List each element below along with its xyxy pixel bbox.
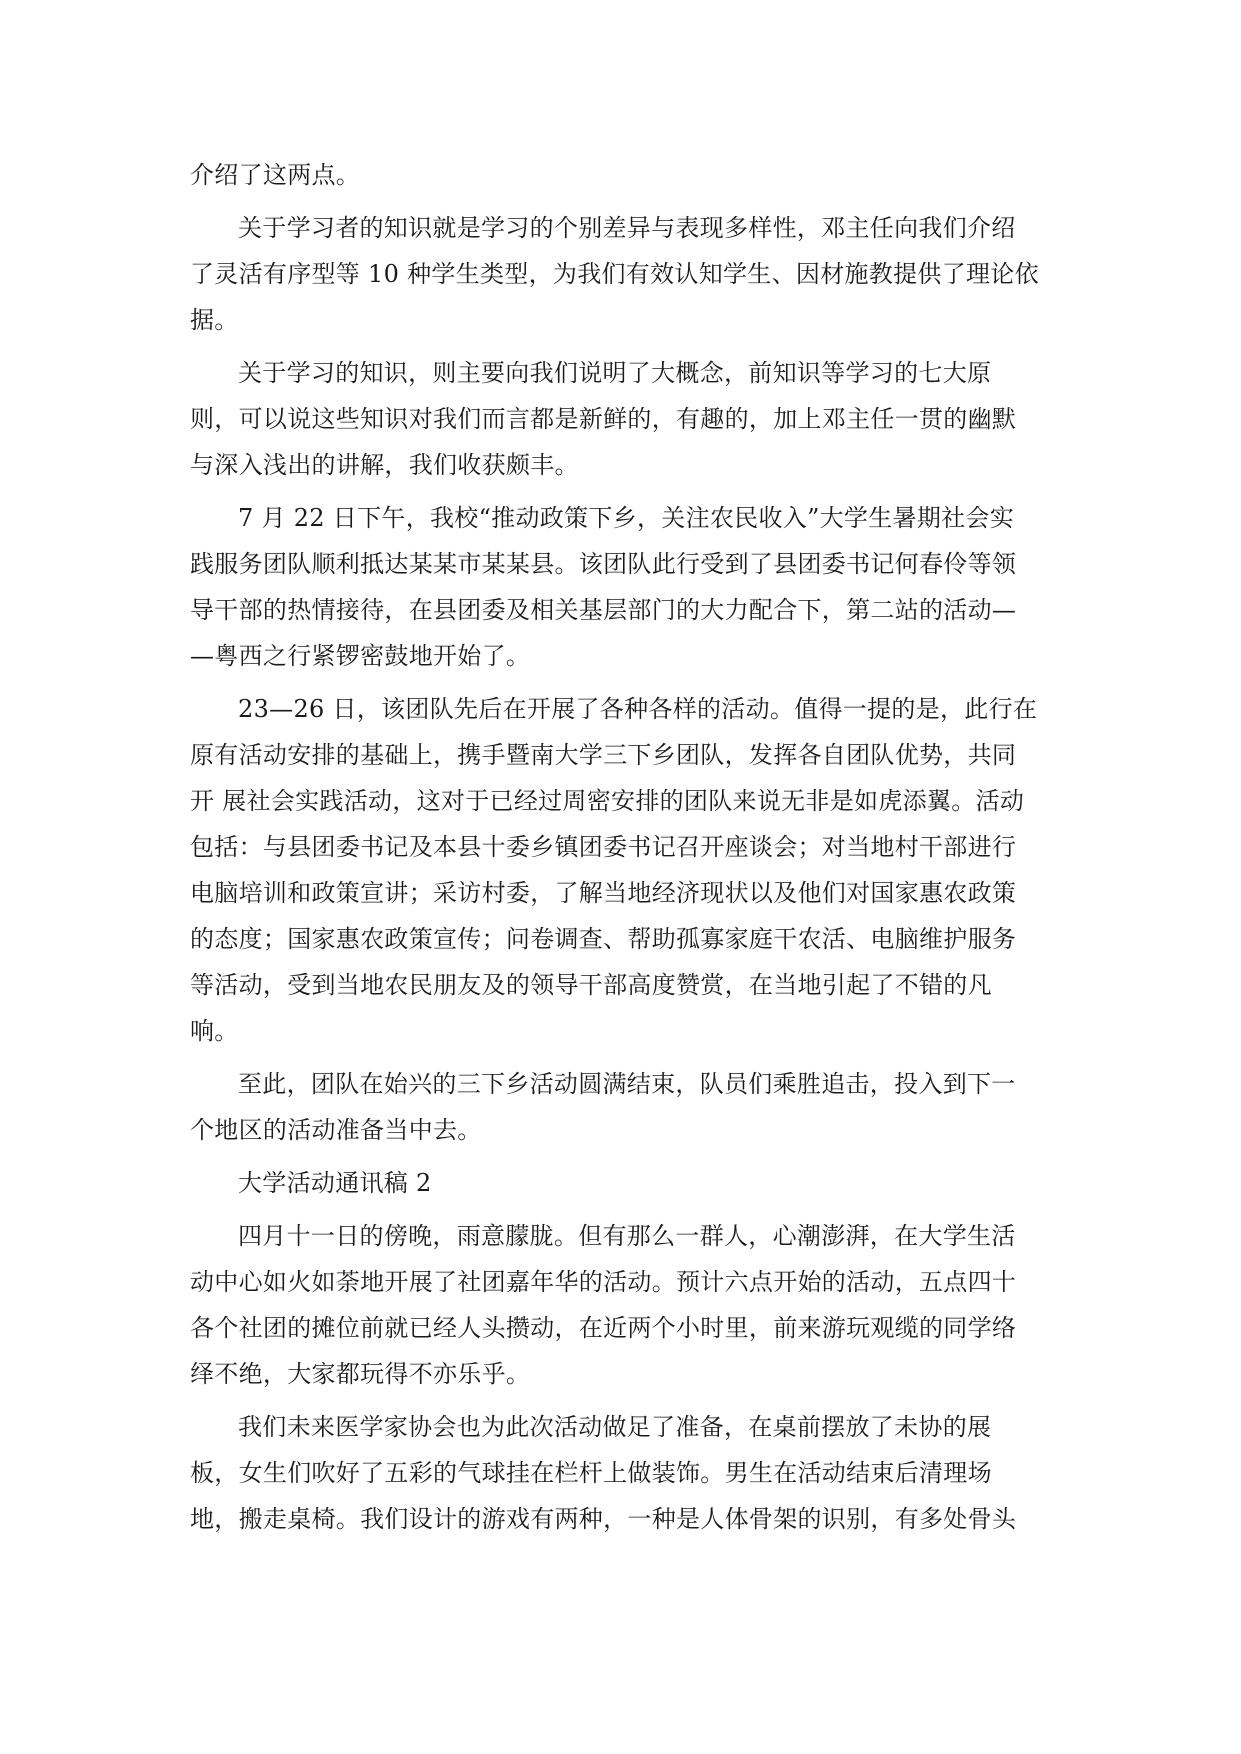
text-line: 大学活动通讯稿 2 <box>238 1169 432 1197</box>
paragraph-gap <box>190 1206 1070 1213</box>
text-line: 响。 <box>190 1017 239 1045</box>
document-body <box>190 152 1070 1542</box>
text-line: 动中心如火如荼地开展了社团嘉年华的活动。预计六点开始的活动，五点四十 <box>190 1268 1017 1296</box>
text-line: 地，搬走桌椅。我们设计的游戏有两种，一种是人体骨架的识别，有多处骨头 <box>190 1505 1017 1533</box>
text-line: 各个社团的摊位前就已经人头攒动，在近两个小时里，前来游玩观缆的同学络 <box>190 1314 1017 1342</box>
paragraph-gap <box>190 488 1070 495</box>
text-line: 介绍了这两点。 <box>190 161 361 189</box>
text-line: 个地区的活动准备当中去。 <box>190 1116 482 1144</box>
paragraph-gap <box>190 198 1070 205</box>
text-line: 导干部的热情接待，在县团委及相关基层部门的大力配合下，第二站的活动— <box>190 596 1017 624</box>
text-line: 与深入浅出的讲解，我们收获颇丰。 <box>190 451 579 479</box>
text-line: 我们未来医学家协会也为此次活动做足了准备，在桌前摆放了未协的展 <box>238 1413 992 1441</box>
paragraph-gap <box>190 343 1070 350</box>
text-line: 7 月 22 日下午，我校“推动政策下乡，关注农民收入”大学生暑期社会实 <box>238 504 1015 532</box>
text-line: 电脑培训和政策宣讲；采访村委，了解当地经济现状以及他们对国家惠农政策 <box>190 879 1017 907</box>
text-line: 至此，团队在始兴的三下乡活动圆满结束，队员们乘胜追击，投入到下一 <box>238 1070 1016 1098</box>
paragraph-gap <box>190 679 1070 686</box>
paragraph-gap <box>190 1054 1070 1061</box>
text-line: 则，可以说这些知识对我们而言都是新鲜的，有趣的，加上邓主任一贯的幽默 <box>190 405 1017 433</box>
text-line: 据。 <box>190 306 239 334</box>
paragraph-gap <box>190 1397 1070 1404</box>
text-line: 原有活动安排的基础上，携手暨南大学三下乡团队，发挥各自团队优势，共同 <box>190 741 1017 769</box>
text-line: 践服务团队顺利抵达某某市某某县。该团队此行受到了县团委书记何春伶等领 <box>190 550 1017 578</box>
text-line: 关于学习的知识，则主要向我们说明了大概念，前知识等学习的七大原 <box>238 359 992 387</box>
text-line: 23—26 日，该团队先后在开展了各种各样的活动。值得一提的是，此行在 <box>238 695 1038 723</box>
text-line: 关于学习者的知识就是学习的个别差异与表现多样性，邓主任向我们介绍 <box>238 214 1016 242</box>
text-line: 板，女生们吹好了五彩的气球挂在栏杆上做装饰。男生在活动结束后清理场 <box>190 1459 992 1487</box>
text-line: 的态度；国家惠农政策宣传；问卷调查、帮助孤寡家庭干农活、电脑维护服务 <box>190 925 1017 953</box>
text-line: 包括：与县团委书记及本县十委乡镇团委书记召开座谈会；对当地村干部进行 <box>190 833 1017 861</box>
paragraph-gap <box>190 1153 1070 1160</box>
text-line: —粤西之行紧锣密鼓地开始了。 <box>190 642 531 670</box>
text-line: 四月十一日的傍晚，雨意朦胧。但有那么一群人，心潮澎湃，在大学生活 <box>238 1222 1016 1250</box>
text-line: 等活动，受到当地农民朋友及的领导干部高度赞赏，在当地引起了不错的凡 <box>190 971 992 999</box>
text-line: 了灵活有序型等 10 种学生类型，为我们有效认知学生、因材施教提供了理论依 <box>190 260 1039 288</box>
text-line: 开 展社会实践活动，这对于已经过周密安排的团队来说无非是如虎添翼。活动 <box>190 787 1025 815</box>
text-line: 绎不绝，大家都玩得不亦乐乎。 <box>190 1360 531 1388</box>
